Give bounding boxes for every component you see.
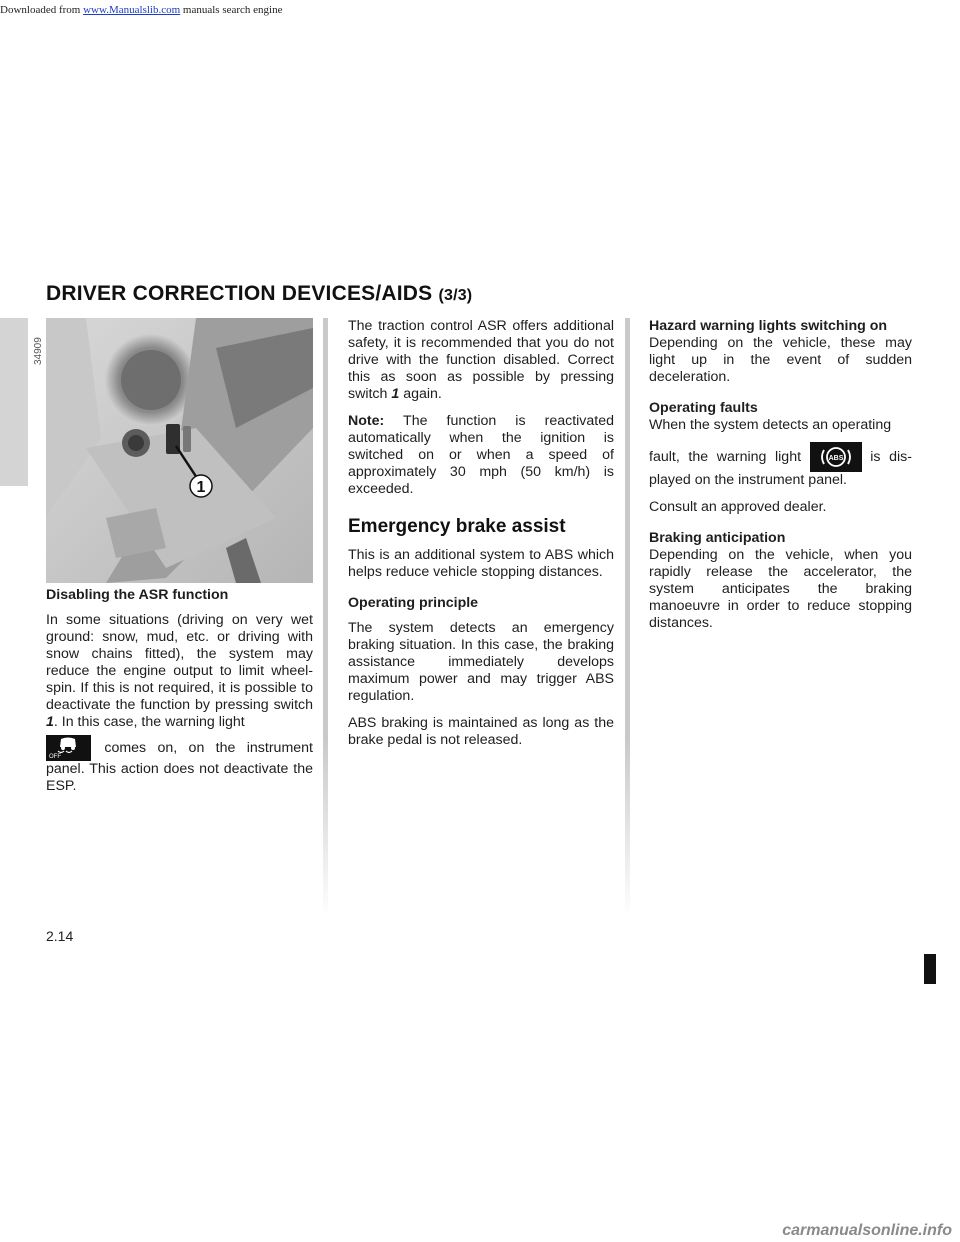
abs-braking-text: ABS braking is maintained as long as the brake pedal is not released. bbox=[348, 715, 614, 748]
operating-faults-text-a: When the system detects an operating bbox=[649, 417, 892, 433]
switch-ref: 1 bbox=[46, 714, 54, 730]
consult-dealer-text: Consult an approved dealer. bbox=[649, 499, 827, 515]
photo-callout-1: 1 bbox=[196, 479, 206, 496]
chapter-side-tab bbox=[0, 318, 28, 486]
operating-faults-heading: Operating faults bbox=[649, 400, 758, 416]
hazard-lights-heading: Hazard warning lights switching on bbox=[649, 318, 888, 334]
switch-ref-2: 1 bbox=[391, 386, 400, 402]
svg-text:ABS: ABS bbox=[828, 455, 844, 462]
abs-warning-icon bbox=[810, 442, 862, 472]
asr-off-warning-icon: OFF bbox=[46, 735, 91, 761]
column-3 bbox=[649, 318, 912, 642]
note-paragraph: Note: The function is reactivated automatically when the ignition is switched on or when a speed of approximately 30 mph (50 km/h) is exceeded. bbox=[348, 413, 614, 497]
column-divider-2 bbox=[625, 318, 630, 918]
hazard-lights-text: Depending on the vehicle, these may light up in the event of sudden deceleration. bbox=[649, 335, 912, 385]
note-label: Note: bbox=[348, 413, 385, 429]
asr-heading: Disabling the ASR function bbox=[46, 587, 229, 603]
column-divider-1 bbox=[323, 318, 328, 918]
download-header: Downloaded from www.Manualslib.com manuals search engine bbox=[0, 4, 283, 16]
eba-intro: This is an additional system to ABS which helps reduce vehicle stopping distances. bbox=[348, 547, 614, 580]
braking-anticipation-text: Depending on the vehicle, when you rapidly release the accelerator, the system anticipates the braking manoeuvre in order to reduce stopping distances. bbox=[649, 547, 912, 631]
asr-safety-paragraph: The traction control ASR offers additional safety, it is recommended that you do not drive with the function disabled. Correct this as soon as possible by pressing switch 1 again. bbox=[348, 318, 614, 402]
page-title: DRIVER CORRECTION DEVICES/AIDS (3/3) bbox=[46, 282, 473, 305]
asr-paragraph: In some situations (driving on very wet ground: snow, mud, etc. or driving with snow chains fitted), the system may reduce the engine output to limit wheel-spin. If this is not required, it is possible to deactivate the function by pressing switch 1. In this case, the warning light bbox=[46, 612, 313, 730]
operating-principle-heading: Operating principle bbox=[348, 595, 479, 611]
dashboard-photo bbox=[46, 318, 313, 583]
photo-reference-code: 34909 bbox=[33, 337, 44, 365]
dashboard-illustration bbox=[46, 318, 313, 583]
footer-watermark: carmanualsonline.info bbox=[782, 1222, 952, 1239]
braking-anticipation-heading: Braking anticipation bbox=[649, 530, 786, 546]
asr-warning-paragraph: OFF comes on, on the instrument panel. This action does not deactivate the ESP. bbox=[46, 735, 313, 795]
operating-principle-text: The system detects an emergency braking situation. In this case, the braking assistance immediately develops maximum power and may trigger ABS regulation. bbox=[348, 620, 614, 704]
column-2 bbox=[348, 318, 614, 759]
page-corner-mark bbox=[924, 954, 936, 984]
operating-faults-text-b: fault, the warning light ABS is dis-played on the instrument panel. bbox=[649, 442, 912, 489]
column-1 bbox=[46, 587, 313, 805]
title-part: (3/3) bbox=[438, 287, 473, 304]
emergency-brake-assist-title: Emergency brake assist bbox=[348, 516, 566, 537]
manualslib-link[interactable]: www.Manualslib.com bbox=[83, 4, 181, 16]
page-number: 2.14 bbox=[46, 928, 74, 944]
